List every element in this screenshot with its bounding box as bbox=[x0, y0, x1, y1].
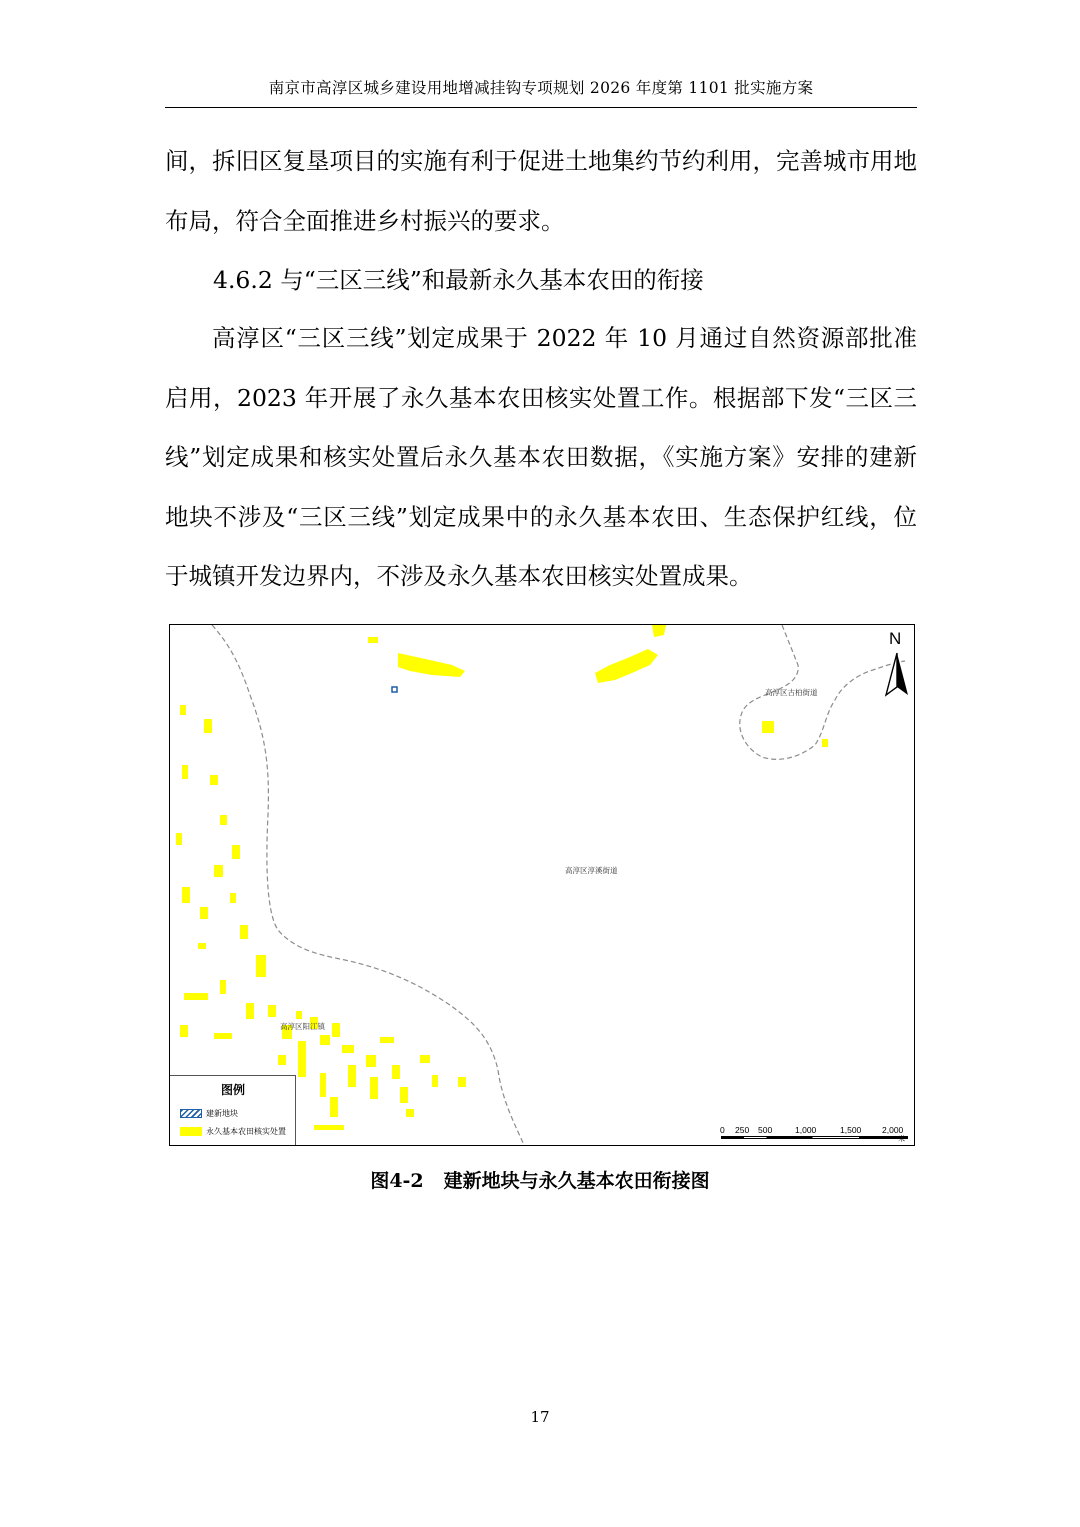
farmland-top-edge bbox=[652, 625, 666, 637]
scale-tick: 1,500 bbox=[840, 1125, 862, 1135]
running-header: 南京市高淳区城乡建设用地增减挂钩专项规划 2026 年度第 1101 批实施方案 bbox=[268, 79, 814, 97]
north-arrow bbox=[882, 629, 912, 697]
map-legend bbox=[170, 1075, 296, 1145]
map-canvas bbox=[170, 625, 915, 1146]
scale-tick: 250 bbox=[735, 1125, 750, 1135]
scale-tick: 1,000 bbox=[795, 1125, 817, 1135]
label-yangjiang: 高淳区阳江镇 bbox=[280, 1022, 325, 1031]
scale-unit: 米 bbox=[898, 1136, 905, 1143]
figure-number: 图4-2 bbox=[370, 1170, 424, 1192]
yellow-swatch-icon bbox=[180, 1127, 202, 1136]
new-construction-plot bbox=[392, 687, 397, 692]
section-heading: 4.6.2 与“三区三线”和最新永久基本农田的衔接 bbox=[213, 266, 704, 294]
hatch-swatch-icon bbox=[180, 1109, 202, 1118]
legend-new-plot-label: 建新地块 bbox=[206, 1109, 238, 1118]
scale-tick: 2,000 bbox=[882, 1125, 904, 1135]
legend-item-new-plot bbox=[180, 1108, 238, 1119]
scale-bar-graphic bbox=[721, 1136, 908, 1139]
page-number: 17 bbox=[530, 1408, 550, 1426]
legend-title: 图例 bbox=[220, 1083, 245, 1097]
legend-farmland-label: 永久基本农田核实处置 bbox=[206, 1127, 286, 1136]
farmland-northeast-cluster bbox=[595, 649, 658, 683]
scale-tick: 500 bbox=[758, 1125, 773, 1135]
legend-item-farmland bbox=[180, 1126, 286, 1137]
scale-tick: 0 bbox=[720, 1125, 725, 1135]
scale-bar bbox=[720, 1125, 910, 1143]
north-letter: N bbox=[889, 629, 902, 648]
district-boundary-west bbox=[212, 625, 525, 1146]
north-arrow-icon bbox=[882, 629, 912, 697]
paragraph-1: 间，拆旧区复垦项目的实施有利于促进土地集约节约利用，完善城市用地布局，符合全面推进乡村振兴的要求。 bbox=[165, 147, 917, 235]
farmland-polygons bbox=[176, 625, 828, 1130]
map-figure bbox=[169, 624, 915, 1146]
figure-title: 建新地块与永久基本农田衔接图 bbox=[443, 1170, 710, 1192]
label-chunxi: 高淳区淳溪街道 bbox=[565, 866, 618, 875]
header-rule bbox=[165, 107, 917, 108]
farmland-north-strip bbox=[398, 653, 465, 677]
paragraph-2: 高淳区“三区三线”划定成果于 2022 年 10 月通过自然资源部批准启用，2023 年开展了永久基本农田核实处置工作。根据部下发“三区三线”划定成果和核实处置后永久基本农田数据，《实施方案》安排的建新地块不涉及“三区三线”划定成果中的永久基本农田、生态保护红线，位于城镇开发边界内，不涉及永久基本农田核实处置成果。 bbox=[165, 324, 917, 590]
label-gubai: 高淳区古柏街道 bbox=[765, 688, 818, 697]
figure-caption bbox=[0, 1166, 1080, 1193]
